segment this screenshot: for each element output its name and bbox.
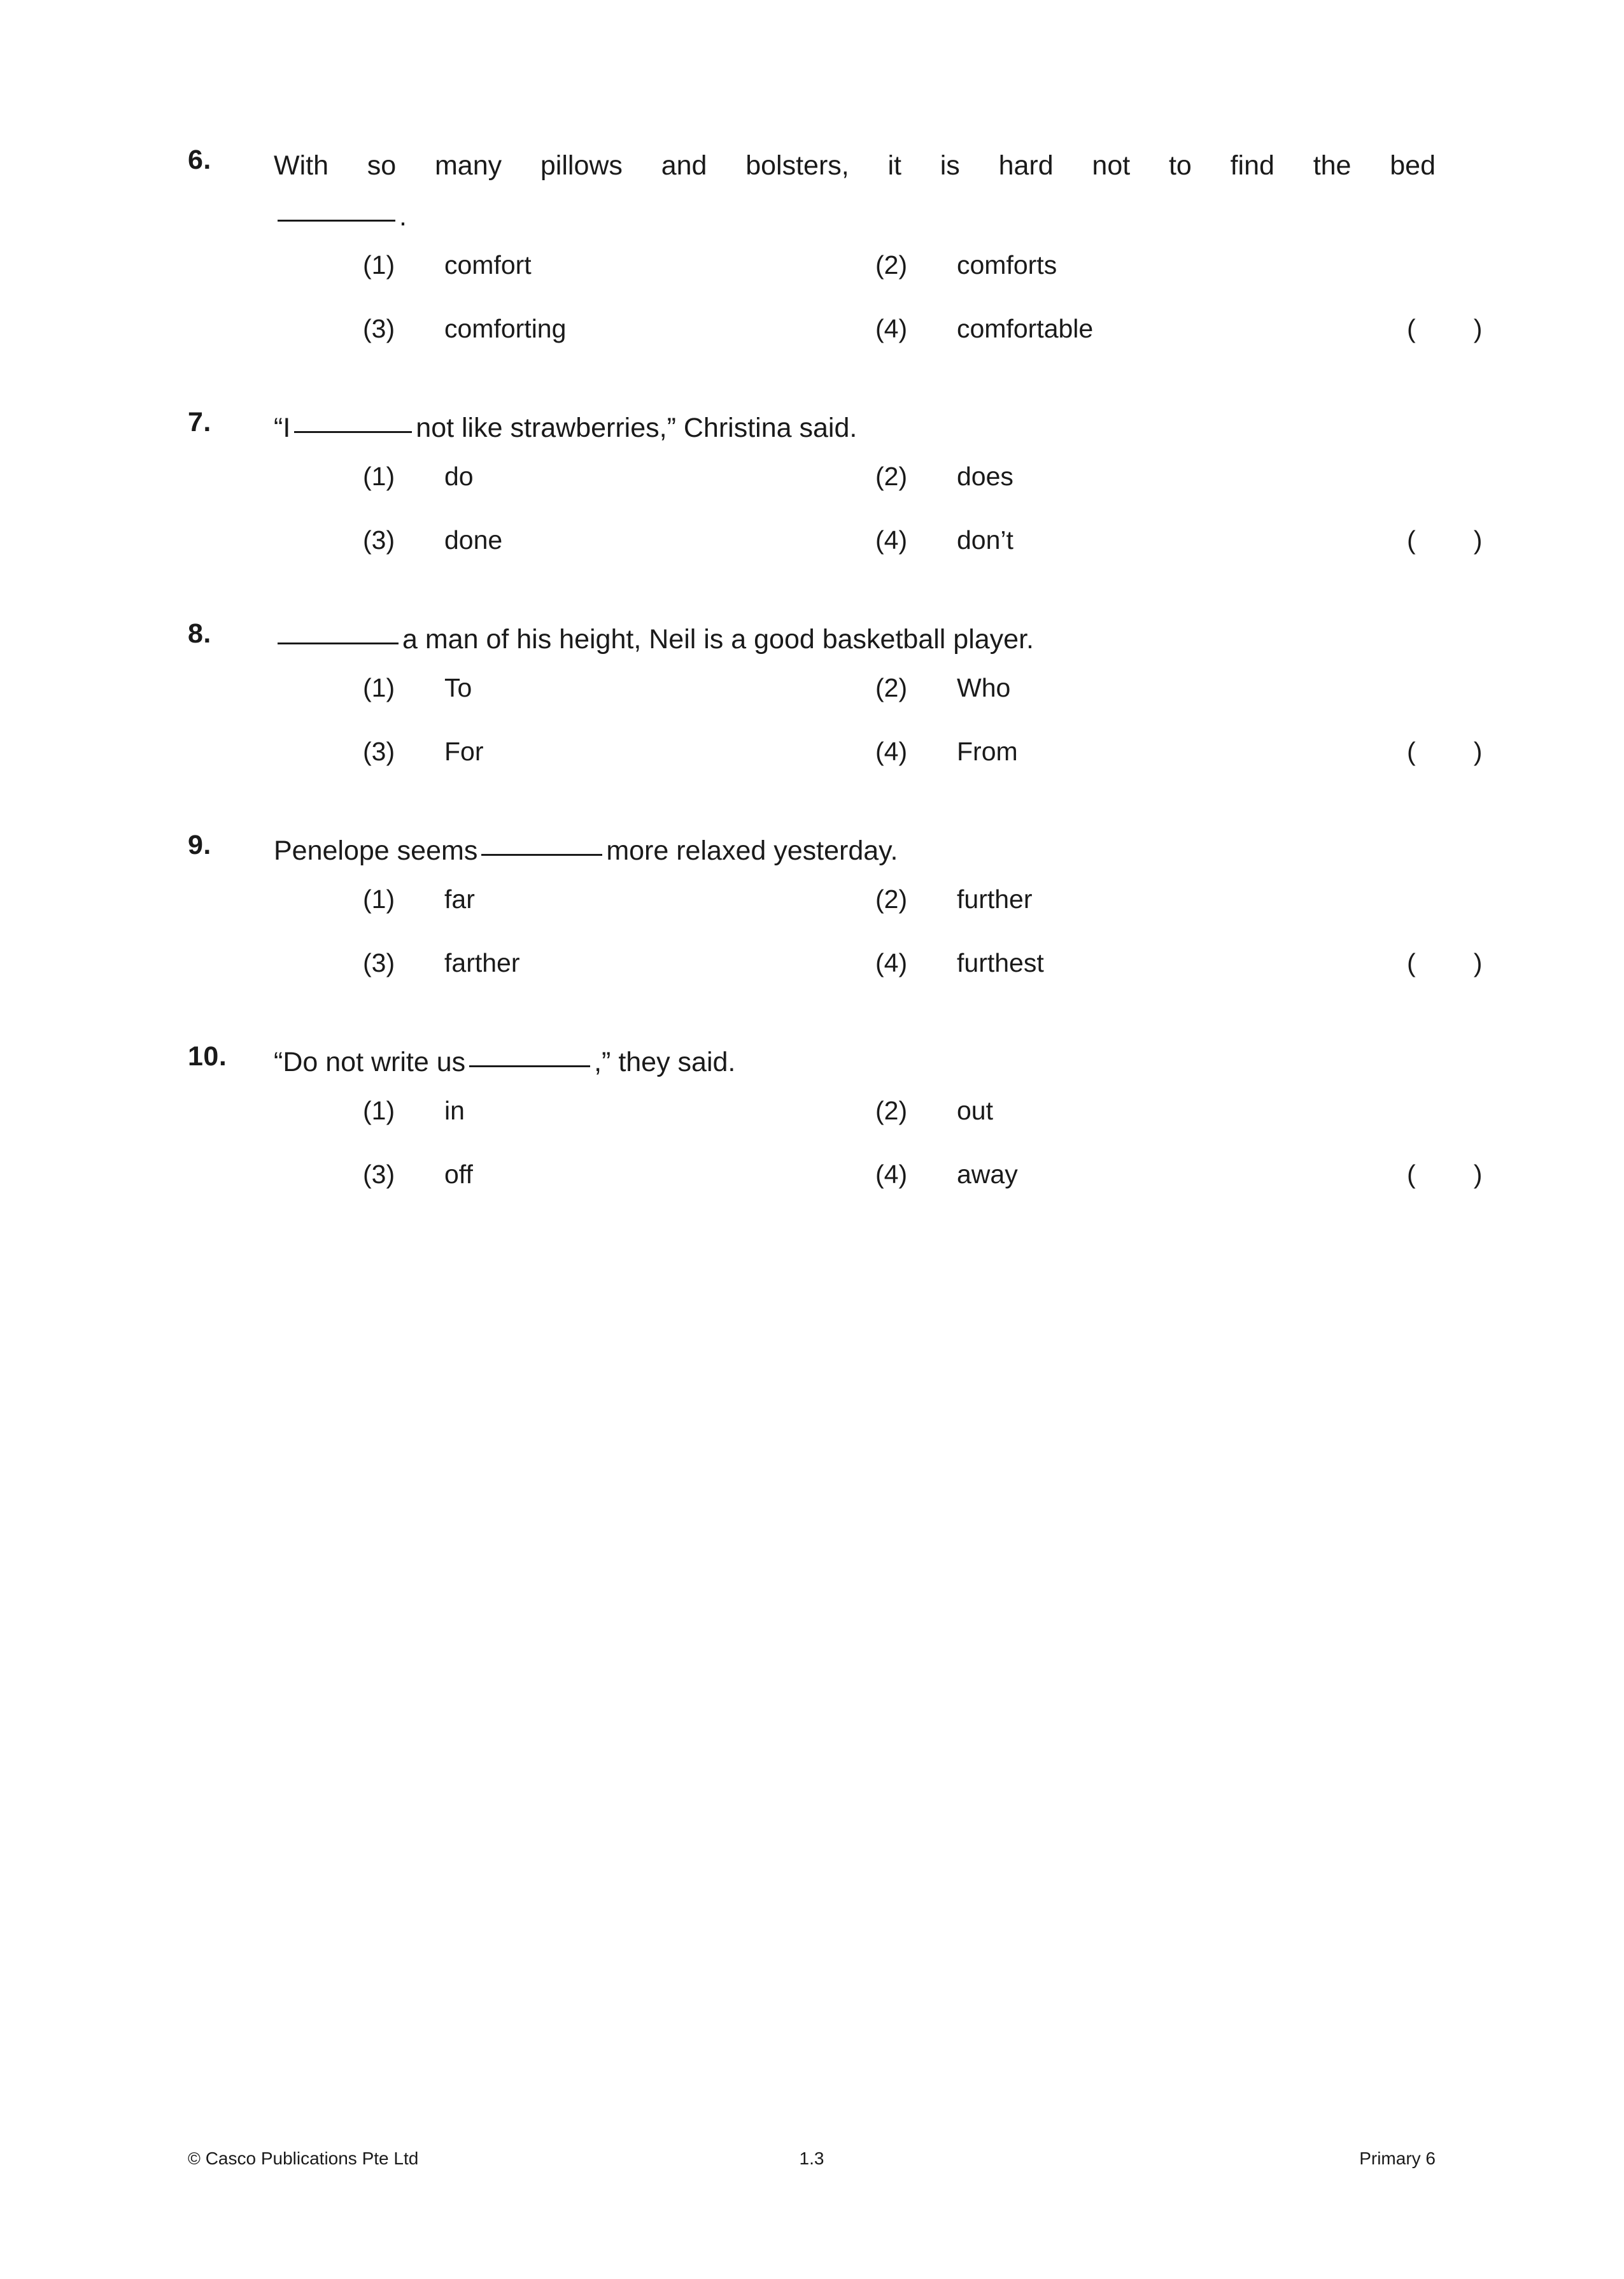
option-marker: (2)	[875, 884, 908, 914]
option-label: done	[444, 525, 503, 555]
page-footer	[188, 2145, 1436, 2173]
option-marker: (3)	[363, 948, 395, 977]
option-8-2[interactable]	[875, 675, 1010, 701]
question-stem-10	[274, 1043, 1436, 1081]
answer-bracket-9[interactable]: ( )	[1407, 948, 1483, 977]
option-marker: (1)	[363, 884, 395, 914]
question-stem-7-prefix: “I	[274, 413, 291, 443]
option-10-4[interactable]	[875, 1161, 1018, 1188]
option-marker: (2)	[875, 250, 908, 280]
option-label: away	[957, 1160, 1018, 1189]
option-marker: (4)	[875, 525, 908, 555]
option-label: does	[957, 462, 1013, 491]
question-stem-9-prefix: Penelope seems	[274, 835, 478, 866]
answer-blank-7[interactable]	[294, 431, 412, 433]
option-6-1[interactable]	[363, 252, 532, 278]
options-10	[274, 1096, 1483, 1211]
option-7-4[interactable]	[875, 527, 1013, 553]
footer-publisher: Casco Publications Pte Ltd	[205, 2148, 419, 2168]
option-label: For	[444, 737, 484, 766]
question-number-6: 6.	[188, 145, 211, 175]
options-6	[274, 250, 1483, 366]
option-8-1[interactable]	[363, 675, 472, 701]
option-label: comforting	[444, 314, 567, 343]
questions-container	[188, 145, 1483, 1254]
question-stem-6-line2	[274, 197, 1436, 236]
option-7-2[interactable]	[875, 464, 1013, 490]
question-stem-9	[274, 832, 1436, 870]
question-number-8: 8.	[188, 618, 211, 649]
option-row-8-2	[274, 737, 1483, 788]
question-stem-10-prefix: “Do not write us	[274, 1047, 466, 1077]
option-label: far	[444, 884, 475, 914]
option-label: don’t	[957, 525, 1013, 555]
footer-level: Primary 6	[1359, 2148, 1436, 2168]
option-row-9-2	[274, 948, 1483, 1000]
answer-blank-6[interactable]	[278, 220, 395, 222]
option-6-2[interactable]	[875, 252, 1057, 278]
option-label: out	[957, 1096, 993, 1125]
option-marker: (1)	[363, 462, 395, 491]
option-marker: (3)	[363, 525, 395, 555]
option-6-4[interactable]	[875, 316, 1093, 342]
option-row-7-1	[274, 464, 1436, 527]
question-block-7	[188, 407, 1483, 577]
option-row-7-2	[274, 525, 1483, 577]
option-marker: (3)	[363, 1160, 395, 1189]
answer-blank-8[interactable]	[278, 643, 399, 644]
question-stem-10-suffix: ,” they said.	[594, 1047, 736, 1077]
option-label: do	[444, 462, 474, 491]
option-7-3[interactable]	[363, 527, 502, 553]
option-label: further	[957, 884, 1033, 914]
options-7	[274, 462, 1483, 577]
option-label: comforts	[957, 250, 1057, 280]
question-block-6	[188, 145, 1483, 366]
question-number-7: 7.	[188, 407, 211, 437]
option-row-10-1	[274, 1098, 1436, 1161]
answer-bracket-7[interactable]: ( )	[1407, 525, 1483, 555]
question-stem-8-suffix: a man of his height, Neil is a good basketball player.	[402, 624, 1034, 655]
option-7-1[interactable]	[363, 464, 474, 490]
option-marker: (1)	[363, 250, 395, 280]
option-label: Who	[957, 673, 1011, 702]
question-stem-7-suffix: not like strawberries,” Christina said.	[416, 413, 858, 443]
option-label: From	[957, 737, 1018, 766]
option-row-6-1	[274, 252, 1436, 316]
option-marker: (1)	[363, 1096, 395, 1125]
option-marker: (3)	[363, 314, 395, 343]
option-marker: (4)	[875, 948, 908, 977]
question-stem-7	[274, 409, 1436, 447]
option-label: comfortable	[957, 314, 1094, 343]
option-label: furthest	[957, 948, 1044, 977]
answer-bracket-6[interactable]: ( )	[1407, 314, 1483, 343]
option-row-6-2	[274, 314, 1483, 366]
option-marker: (4)	[875, 1160, 908, 1189]
question-number-9: 9.	[188, 830, 211, 860]
options-9	[274, 884, 1483, 1000]
question-stem-6-line2-suffix: .	[399, 201, 407, 232]
question-stem-9-suffix: more relaxed yesterday.	[606, 835, 898, 866]
option-10-2[interactable]	[875, 1098, 993, 1124]
option-label: in	[444, 1096, 465, 1125]
question-body-8	[274, 620, 1483, 788]
footer-page-number: 1.3	[799, 2148, 824, 2168]
option-8-3[interactable]	[363, 739, 484, 765]
answer-bracket-10[interactable]: ( )	[1407, 1160, 1483, 1189]
question-block-10	[188, 1041, 1483, 1211]
question-body-7	[274, 409, 1483, 577]
question-block-9	[188, 830, 1483, 1000]
option-label: farther	[444, 948, 520, 977]
options-8	[274, 673, 1483, 788]
option-label: comfort	[444, 250, 532, 280]
option-marker: (2)	[875, 462, 908, 491]
option-9-3[interactable]	[363, 950, 520, 976]
option-row-10-2	[274, 1160, 1483, 1211]
question-body-10	[274, 1043, 1483, 1211]
option-marker: (1)	[363, 673, 395, 702]
option-9-2[interactable]	[875, 886, 1033, 912]
option-label: off	[444, 1160, 473, 1189]
answer-blank-9[interactable]	[481, 854, 602, 856]
question-block-8	[188, 618, 1483, 788]
answer-blank-10[interactable]	[469, 1065, 590, 1067]
option-marker: (3)	[363, 737, 395, 766]
option-marker: (2)	[875, 1096, 908, 1125]
question-body-6	[274, 146, 1483, 366]
option-6-3[interactable]	[363, 316, 566, 342]
question-number-10: 10.	[188, 1041, 227, 1072]
option-marker: (4)	[875, 314, 908, 343]
option-marker: (2)	[875, 673, 908, 702]
question-body-9	[274, 832, 1483, 1000]
option-10-3[interactable]	[363, 1161, 473, 1188]
copyright-icon: ©	[188, 2149, 201, 2168]
option-9-1[interactable]	[363, 886, 475, 912]
option-8-4[interactable]	[875, 739, 1018, 765]
question-stem-8	[274, 620, 1436, 658]
option-row-8-1	[274, 675, 1436, 739]
option-marker: (4)	[875, 737, 908, 766]
option-10-1[interactable]	[363, 1098, 465, 1124]
option-label: To	[444, 673, 472, 702]
answer-bracket-8[interactable]: ( )	[1407, 737, 1483, 766]
question-stem-6-line1: With so many pillows and bolsters, it is hard not to find the bed	[274, 150, 1436, 181]
option-9-4[interactable]	[875, 950, 1044, 976]
option-row-9-1	[274, 886, 1436, 950]
